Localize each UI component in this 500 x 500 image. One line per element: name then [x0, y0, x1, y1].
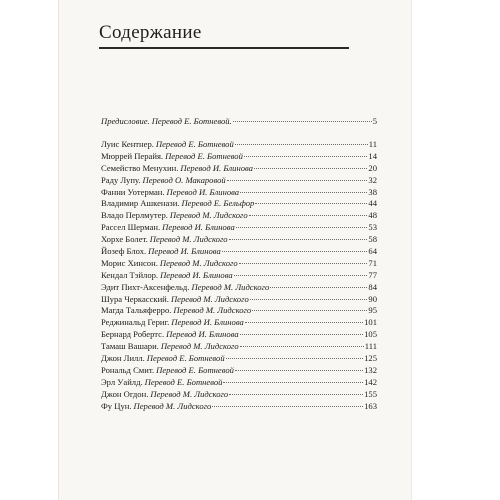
entry-page-number: 105 — [364, 329, 377, 340]
toc-entry — [101, 353, 377, 365]
entry-translator: Перевод И. Блинова — [160, 269, 233, 280]
toc-entry — [101, 187, 377, 199]
entry-name: Йозеф Блох. — [101, 246, 147, 257]
dot-leader — [250, 299, 368, 300]
entry-translator: Перевод Е. Ботневой — [156, 364, 234, 375]
preface-page-number: 5 — [372, 116, 377, 126]
entry-translator: Перевод Е. Ботневой — [155, 139, 234, 149]
toc-entry — [101, 305, 377, 317]
dot-leader — [226, 358, 363, 359]
entry-name: Рассел Шерман. — [101, 222, 161, 233]
entry-name: Луис Кентнер. — [101, 139, 154, 149]
dot-leader — [234, 275, 368, 276]
dot-leader — [252, 310, 367, 311]
entry-name: Владимир Ашкенази. — [101, 198, 180, 209]
entry-name: Тамаш Вашари. — [101, 341, 159, 352]
entry-page-number: 95 — [368, 305, 377, 316]
toc-entry — [101, 210, 377, 222]
entry-translator: Перевод М. Лидского — [191, 281, 270, 292]
entry-page-number: 155 — [364, 388, 377, 399]
dot-leader — [270, 287, 367, 288]
entry-name: Джон Лилл. — [101, 353, 145, 364]
dot-leader — [229, 394, 363, 395]
dot-leader — [227, 180, 368, 181]
entry-name: Эдит Пихт-Аксенфельд. — [101, 281, 190, 292]
entry-translator: Перевод М. Лидского — [149, 234, 228, 245]
entry-page-number: 125 — [364, 353, 377, 364]
toc-entry — [101, 365, 377, 377]
entry-name: Раду Лупу. — [101, 174, 141, 185]
toc-entry — [101, 198, 377, 210]
toc-entry-preface — [101, 116, 377, 128]
dot-leader — [223, 382, 363, 383]
preface-section — [101, 116, 377, 128]
toc-entry — [101, 270, 377, 282]
toc-entry — [101, 258, 377, 270]
entry-page-number: 32 — [368, 174, 377, 185]
entry-name: Реджинальд Гериг. — [101, 317, 170, 328]
entry-page-number: 77 — [368, 269, 377, 280]
toc-entry — [101, 246, 377, 258]
toc-entry — [101, 401, 377, 413]
entry-page-number: 163 — [364, 400, 377, 411]
entry-translator: Перевод М. Лидского — [133, 400, 212, 411]
dot-leader — [249, 215, 368, 216]
dot-leader — [245, 322, 363, 323]
entry-page-number: 71 — [368, 257, 377, 268]
entry-translator: Перевод М. Лидского — [169, 210, 248, 221]
dot-leader — [236, 227, 368, 228]
entry-name: Кендал Тэйлор. — [101, 269, 159, 280]
entry-translator: Перевод И. Блинова — [148, 246, 221, 257]
entry-translator: Перевод И. Блинова — [166, 329, 239, 340]
dot-leader — [233, 121, 372, 122]
entry-translator: Перевод И. Блинова — [180, 162, 253, 173]
entry-name: Фанни Уотерман. — [101, 186, 165, 197]
entry-page-number: 84 — [368, 281, 377, 292]
entry-name: Фу Цун. — [101, 400, 132, 411]
toc-entry — [101, 175, 377, 187]
dot-leader — [240, 346, 364, 347]
entry-name: Эрл Уайлд. — [101, 376, 143, 387]
dot-leader — [235, 370, 363, 371]
title-underline — [99, 47, 349, 49]
entry-translator: Перевод М. Лидского — [170, 293, 249, 304]
entry-name: Семейство Менухин. — [101, 162, 179, 173]
dot-leader — [254, 168, 367, 169]
toc-entry — [101, 151, 377, 163]
entry-page-number: 101 — [364, 317, 377, 328]
dot-leader — [222, 251, 368, 252]
entry-translator: Перевод Е. Ботневой — [165, 150, 243, 161]
entry-page-number: 44 — [368, 198, 377, 209]
entry-translator: Перевод М. Лидского — [160, 341, 239, 352]
dot-leader — [240, 192, 367, 193]
entry-translator: Перевод Е. Бельфор — [181, 198, 255, 209]
entry-name: Мюррей Перайя. — [101, 150, 164, 161]
entry-translator: Перевод М. Лидского — [159, 257, 238, 268]
entry-page-number: 142 — [364, 376, 377, 387]
dot-leader — [229, 239, 368, 240]
toc-entry — [101, 329, 377, 341]
toc-entry — [101, 139, 377, 151]
entry-translator: Перевод М. Лидского — [150, 388, 229, 399]
entry-page-number: 111 — [364, 341, 377, 352]
entry-translator: Перевод О. Макаровой — [142, 174, 226, 185]
toc-entry — [101, 234, 377, 246]
entry-translator: Перевод Е. Ботневой — [146, 353, 225, 364]
entry-page-number: 64 — [368, 246, 377, 257]
dot-leader — [212, 406, 363, 407]
entry-name: Хорхе Болет. — [101, 234, 148, 245]
entry-page-number: 90 — [368, 293, 377, 304]
book-page — [58, 0, 412, 500]
entry-name: Владо Перлмутер. — [101, 210, 168, 221]
dot-leader — [244, 156, 368, 157]
toc-entry — [101, 341, 377, 353]
toc-entry — [101, 377, 377, 389]
entry-page-number: 20 — [368, 162, 377, 173]
entry-page-number: 58 — [368, 234, 377, 245]
entry-name: Рональд Смит. — [101, 364, 155, 375]
toc-entry — [101, 389, 377, 401]
entry-page-number: 48 — [368, 210, 377, 221]
dot-leader — [255, 203, 367, 204]
entry-translator: Перевод И. Блинова — [171, 317, 244, 328]
entry-translator: Перевод Е. Ботневой — [144, 376, 223, 387]
entry-name: Шура Черкасский. — [101, 293, 169, 304]
toc-entry — [101, 282, 377, 294]
entry-translator: Перевод И. Блинова — [166, 186, 240, 197]
dot-leader — [240, 334, 363, 335]
entry-page-number: 11 — [368, 139, 377, 149]
entry-name: Джон Огдон. — [101, 388, 149, 399]
preface-title: Предисловие. — [101, 116, 150, 126]
entry-page-number: 132 — [364, 364, 377, 375]
toc-entry — [101, 163, 377, 175]
entry-page-number: 14 — [368, 150, 377, 161]
entry-page-number: 53 — [368, 222, 377, 233]
entry-name: Бернард Робертс. — [101, 329, 165, 340]
toc-entry — [101, 294, 377, 306]
entry-translator: Перевод М. Лидского — [173, 305, 252, 316]
toc-entry — [101, 222, 377, 234]
toc-entry — [101, 317, 377, 329]
dot-leader — [239, 263, 368, 264]
entry-page-number: 38 — [368, 186, 377, 197]
entry-name: Морис Хинсон. — [101, 257, 158, 268]
entry-translator: Перевод И. Блинова — [162, 222, 235, 233]
page-title: Содержание — [99, 22, 202, 43]
entry-name: Магда Тальяферро. — [101, 305, 172, 316]
dot-leader — [235, 144, 368, 145]
toc-list — [101, 139, 377, 412]
preface-translator: Перевод Е. Ботневой. — [151, 116, 232, 126]
